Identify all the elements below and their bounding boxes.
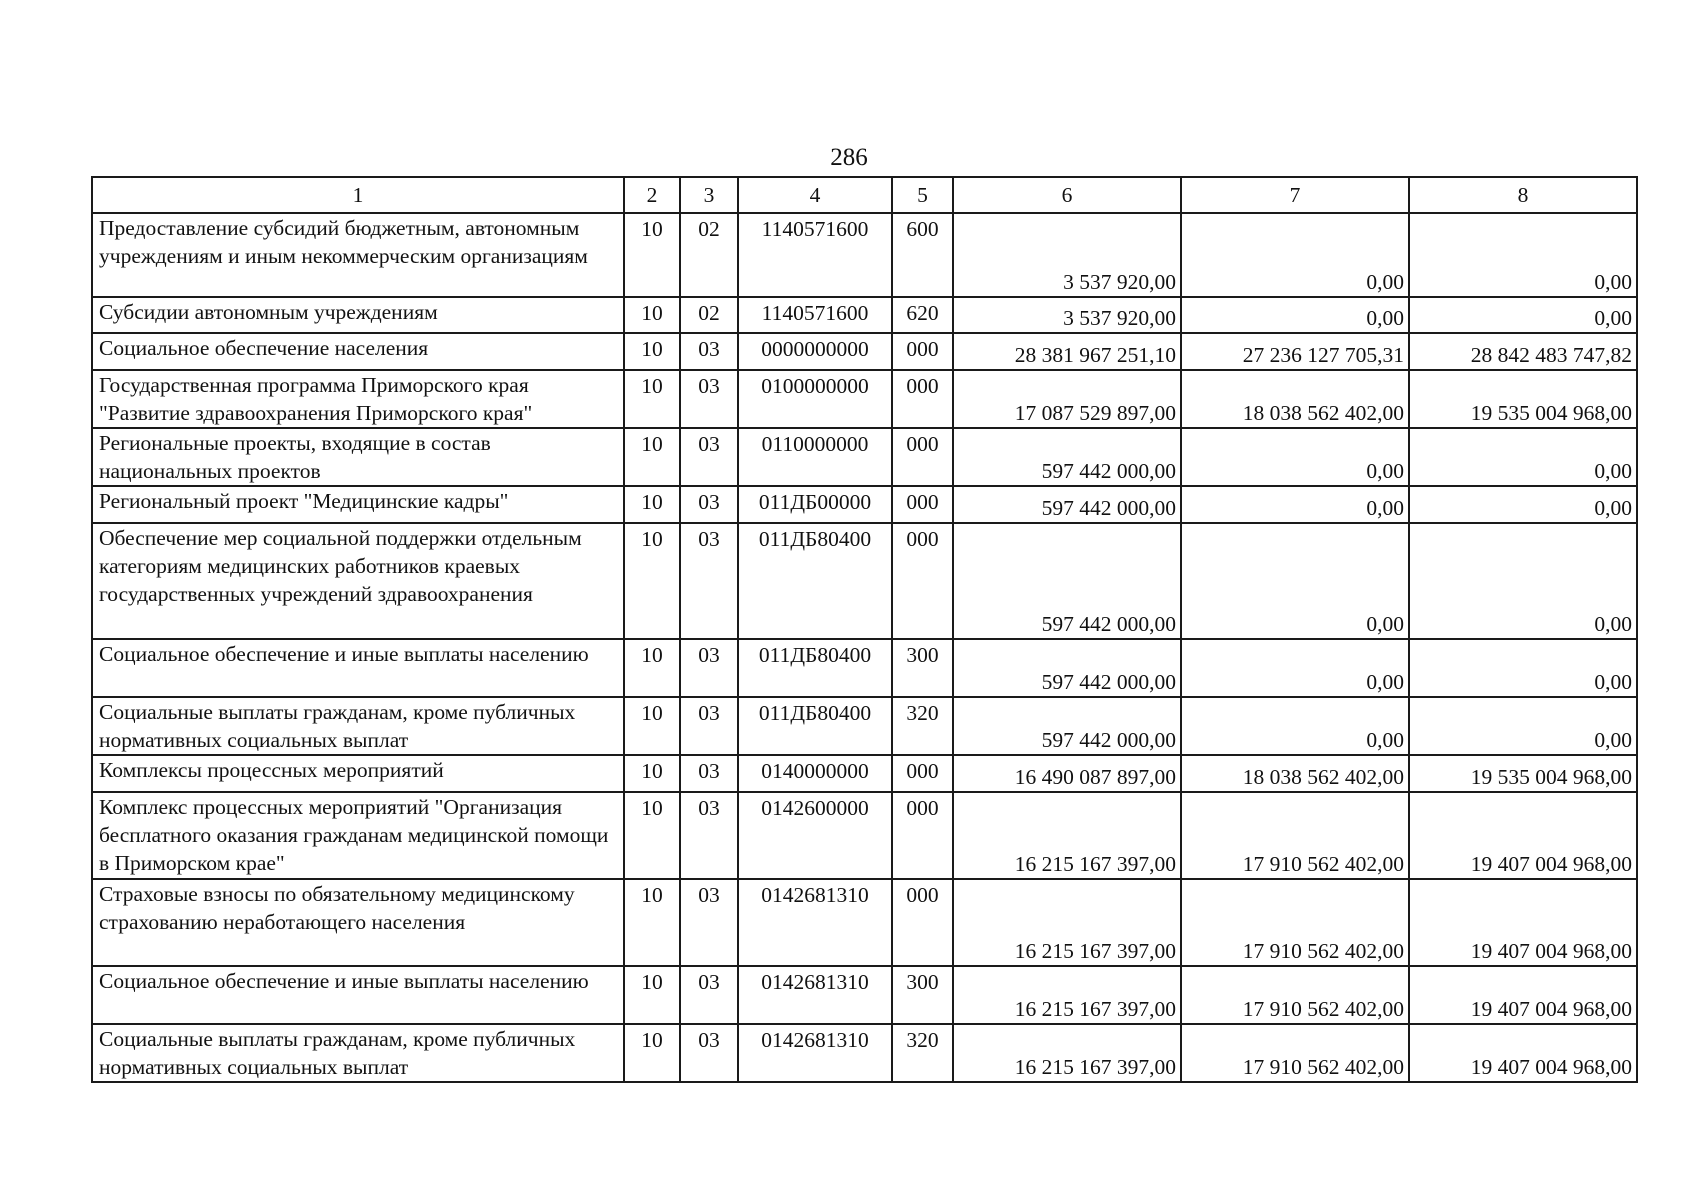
row-expense-type: 300 bbox=[892, 639, 953, 697]
row-amount-6: 16 215 167 397,00 bbox=[953, 792, 1181, 879]
row-target-article: 0142681310 bbox=[738, 966, 892, 1024]
row-amount-8: 0,00 bbox=[1409, 213, 1637, 297]
row-section: 10 bbox=[624, 370, 680, 428]
row-amount-7: 17 910 562 402,00 bbox=[1181, 879, 1409, 966]
row-target-article: 011ДБ80400 bbox=[738, 697, 892, 755]
row-name: Социальные выплаты гражданам, кроме публичных нормативных социальных выплат bbox=[92, 1024, 624, 1082]
table-row bbox=[92, 1024, 1637, 1082]
row-name: Социальное обеспечение населения bbox=[92, 333, 624, 370]
row-expense-type: 320 bbox=[892, 1024, 953, 1082]
table-row bbox=[92, 879, 1637, 966]
row-amount-7: 17 910 562 402,00 bbox=[1181, 1024, 1409, 1082]
row-section: 10 bbox=[624, 428, 680, 486]
row-amount-8: 19 535 004 968,00 bbox=[1409, 370, 1637, 428]
row-section: 10 bbox=[624, 792, 680, 879]
row-amount-8: 0,00 bbox=[1409, 697, 1637, 755]
row-subsection: 03 bbox=[680, 428, 738, 486]
row-target-article: 0142600000 bbox=[738, 792, 892, 879]
row-section: 10 bbox=[624, 1024, 680, 1082]
row-section: 10 bbox=[624, 333, 680, 370]
page-number: 286 bbox=[830, 144, 868, 171]
row-section: 10 bbox=[624, 486, 680, 523]
row-subsection: 03 bbox=[680, 697, 738, 755]
table-body bbox=[92, 213, 1637, 1082]
row-amount-7: 17 910 562 402,00 bbox=[1181, 792, 1409, 879]
row-amount-7: 17 910 562 402,00 bbox=[1181, 966, 1409, 1024]
row-subsection: 03 bbox=[680, 333, 738, 370]
row-amount-7: 0,00 bbox=[1181, 697, 1409, 755]
row-amount-6: 597 442 000,00 bbox=[953, 697, 1181, 755]
row-name: Государственная программа Приморского края "Развитие здравоохранения Приморского края" bbox=[92, 370, 624, 428]
row-name: Комплексы процессных мероприятий bbox=[92, 755, 624, 792]
row-section: 10 bbox=[624, 297, 680, 333]
table-row bbox=[92, 639, 1637, 697]
row-expense-type: 000 bbox=[892, 879, 953, 966]
table-row bbox=[92, 370, 1637, 428]
row-amount-8: 0,00 bbox=[1409, 639, 1637, 697]
row-amount-6: 597 442 000,00 bbox=[953, 639, 1181, 697]
column-header-3: 3 bbox=[680, 177, 738, 213]
row-amount-7: 0,00 bbox=[1181, 523, 1409, 639]
table-row bbox=[92, 697, 1637, 755]
table-row bbox=[92, 428, 1637, 486]
row-amount-6: 597 442 000,00 bbox=[953, 486, 1181, 523]
row-expense-type: 000 bbox=[892, 370, 953, 428]
row-target-article: 1140571600 bbox=[738, 297, 892, 333]
table-row bbox=[92, 966, 1637, 1024]
row-expense-type: 000 bbox=[892, 755, 953, 792]
row-section: 10 bbox=[624, 213, 680, 297]
row-amount-6: 16 215 167 397,00 bbox=[953, 1024, 1181, 1082]
row-expense-type: 600 bbox=[892, 213, 953, 297]
row-amount-6: 16 215 167 397,00 bbox=[953, 879, 1181, 966]
row-amount-7: 0,00 bbox=[1181, 639, 1409, 697]
column-header-7: 7 bbox=[1181, 177, 1409, 213]
column-header-6: 6 bbox=[953, 177, 1181, 213]
row-subsection: 03 bbox=[680, 966, 738, 1024]
row-subsection: 03 bbox=[680, 370, 738, 428]
row-amount-7: 18 038 562 402,00 bbox=[1181, 370, 1409, 428]
row-name: Региональный проект "Медицинские кадры" bbox=[92, 486, 624, 523]
row-name: Комплекс процессных мероприятий "Организация бесплатного оказания гражданам медицинской помощи в Приморском крае" bbox=[92, 792, 624, 879]
row-subsection: 03 bbox=[680, 486, 738, 523]
header-row bbox=[92, 177, 1637, 213]
row-amount-7: 0,00 bbox=[1181, 486, 1409, 523]
row-expense-type: 300 bbox=[892, 966, 953, 1024]
row-name: Обеспечение мер социальной поддержки отдельным категориям медицинских работников краевых государственных учреждений здравоохранения bbox=[92, 523, 624, 639]
row-target-article: 0110000000 bbox=[738, 428, 892, 486]
row-amount-8: 19 535 004 968,00 bbox=[1409, 755, 1637, 792]
row-amount-7: 0,00 bbox=[1181, 428, 1409, 486]
row-amount-8: 0,00 bbox=[1409, 297, 1637, 333]
row-section: 10 bbox=[624, 639, 680, 697]
row-amount-6: 16 490 087 897,00 bbox=[953, 755, 1181, 792]
table-row bbox=[92, 333, 1637, 370]
row-amount-6: 16 215 167 397,00 bbox=[953, 966, 1181, 1024]
row-subsection: 03 bbox=[680, 879, 738, 966]
row-target-article: 0140000000 bbox=[738, 755, 892, 792]
row-target-article: 1140571600 bbox=[738, 213, 892, 297]
row-amount-7: 18 038 562 402,00 bbox=[1181, 755, 1409, 792]
column-header-1: 1 bbox=[92, 177, 624, 213]
row-subsection: 02 bbox=[680, 213, 738, 297]
row-name: Предоставление субсидий бюджетным, автономным учреждениям и иным некоммерческим организациям bbox=[92, 213, 624, 297]
table-row bbox=[92, 297, 1637, 333]
table-header bbox=[92, 177, 1637, 213]
row-expense-type: 000 bbox=[892, 486, 953, 523]
row-name: Социальное обеспечение и иные выплаты населению bbox=[92, 639, 624, 697]
row-section: 10 bbox=[624, 523, 680, 639]
row-expense-type: 620 bbox=[892, 297, 953, 333]
row-amount-8: 19 407 004 968,00 bbox=[1409, 1024, 1637, 1082]
column-header-5: 5 bbox=[892, 177, 953, 213]
row-target-article: 0142681310 bbox=[738, 1024, 892, 1082]
row-amount-7: 27 236 127 705,31 bbox=[1181, 333, 1409, 370]
row-expense-type: 000 bbox=[892, 333, 953, 370]
row-name: Социальное обеспечение и иные выплаты населению bbox=[92, 966, 624, 1024]
row-subsection: 03 bbox=[680, 1024, 738, 1082]
row-amount-8: 0,00 bbox=[1409, 523, 1637, 639]
row-expense-type: 320 bbox=[892, 697, 953, 755]
row-amount-6: 597 442 000,00 bbox=[953, 523, 1181, 639]
row-target-article: 0000000000 bbox=[738, 333, 892, 370]
row-expense-type: 000 bbox=[892, 523, 953, 639]
table-row bbox=[92, 486, 1637, 523]
row-target-article: 011ДБ80400 bbox=[738, 523, 892, 639]
table-row bbox=[92, 792, 1637, 879]
row-expense-type: 000 bbox=[892, 428, 953, 486]
row-section: 10 bbox=[624, 697, 680, 755]
row-section: 10 bbox=[624, 966, 680, 1024]
row-amount-6: 17 087 529 897,00 bbox=[953, 370, 1181, 428]
row-amount-6: 28 381 967 251,10 bbox=[953, 333, 1181, 370]
table-row bbox=[92, 755, 1637, 792]
row-amount-8: 28 842 483 747,82 bbox=[1409, 333, 1637, 370]
column-header-8: 8 bbox=[1409, 177, 1637, 213]
row-amount-8: 0,00 bbox=[1409, 486, 1637, 523]
row-subsection: 03 bbox=[680, 523, 738, 639]
row-section: 10 bbox=[624, 755, 680, 792]
row-subsection: 03 bbox=[680, 792, 738, 879]
row-subsection: 03 bbox=[680, 639, 738, 697]
row-expense-type: 000 bbox=[892, 792, 953, 879]
row-target-article: 011ДБ80400 bbox=[738, 639, 892, 697]
row-name: Страховые взносы по обязательному медицинскому страхованию неработающего населения bbox=[92, 879, 624, 966]
row-name: Социальные выплаты гражданам, кроме публичных нормативных социальных выплат bbox=[92, 697, 624, 755]
row-amount-6: 3 537 920,00 bbox=[953, 213, 1181, 297]
budget-table bbox=[91, 176, 1638, 1083]
row-subsection: 03 bbox=[680, 755, 738, 792]
row-amount-8: 19 407 004 968,00 bbox=[1409, 879, 1637, 966]
table-row bbox=[92, 523, 1637, 639]
row-section: 10 bbox=[624, 879, 680, 966]
row-amount-7: 0,00 bbox=[1181, 213, 1409, 297]
row-target-article: 0100000000 bbox=[738, 370, 892, 428]
row-target-article: 011ДБ00000 bbox=[738, 486, 892, 523]
row-amount-8: 19 407 004 968,00 bbox=[1409, 966, 1637, 1024]
row-name: Региональные проекты, входящие в состав национальных проектов bbox=[92, 428, 624, 486]
row-amount-7: 0,00 bbox=[1181, 297, 1409, 333]
row-amount-8: 0,00 bbox=[1409, 428, 1637, 486]
column-header-2: 2 bbox=[624, 177, 680, 213]
row-amount-6: 597 442 000,00 bbox=[953, 428, 1181, 486]
row-amount-8: 19 407 004 968,00 bbox=[1409, 792, 1637, 879]
table-row bbox=[92, 213, 1637, 297]
row-name: Субсидии автономным учреждениям bbox=[92, 297, 624, 333]
row-subsection: 02 bbox=[680, 297, 738, 333]
row-target-article: 0142681310 bbox=[738, 879, 892, 966]
column-header-4: 4 bbox=[738, 177, 892, 213]
row-amount-6: 3 537 920,00 bbox=[953, 297, 1181, 333]
